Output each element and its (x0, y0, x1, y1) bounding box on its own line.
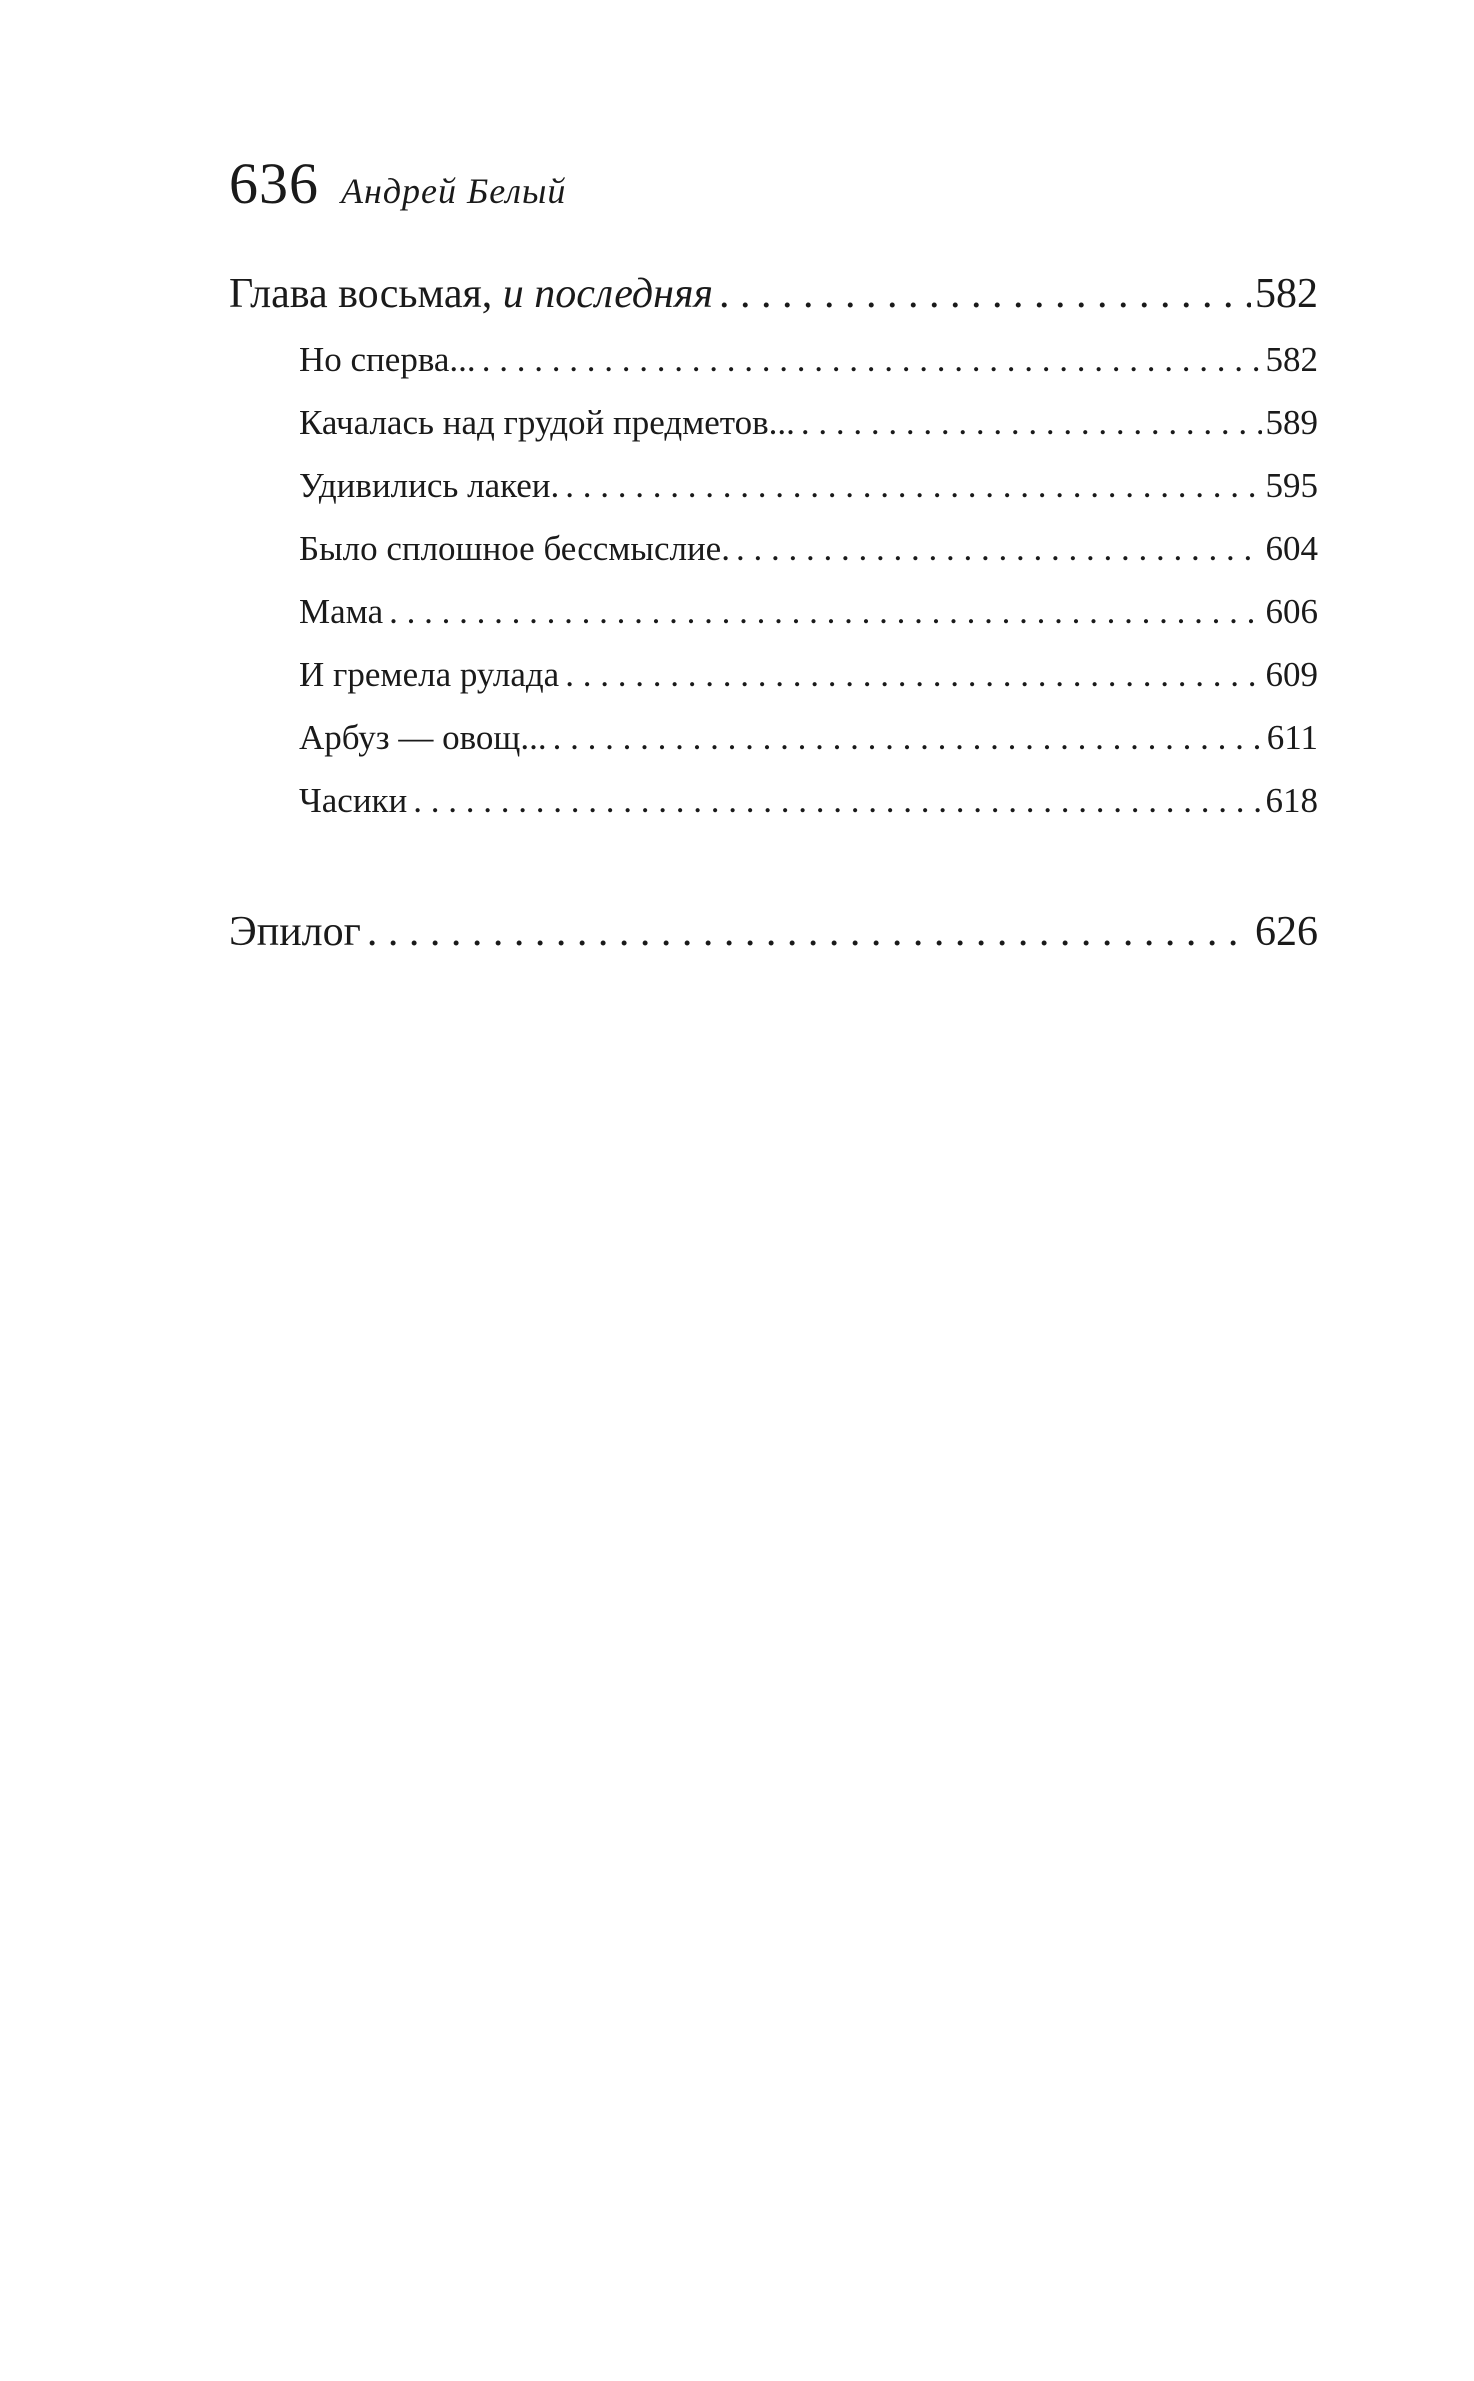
toc-section-title: Часики (299, 781, 408, 820)
page-number: 636 (229, 151, 319, 216)
toc-section-page: 611 (1266, 718, 1318, 757)
toc-section-title: Удивились лакеи. (299, 466, 560, 505)
running-head (229, 151, 567, 216)
toc-section-page: 589 (1265, 403, 1318, 442)
toc-section-title: И гремела рулада (299, 655, 560, 694)
toc-section-entry (229, 529, 1318, 569)
toc-section-entry (229, 655, 1318, 695)
toc-section-title: Арбуз — овощ... (299, 718, 547, 757)
dot-leader (736, 529, 1262, 569)
toc-epilogue-entry (229, 908, 1318, 956)
toc-chapter-page: 582 (1255, 271, 1318, 317)
toc-section-page: 582 (1265, 340, 1318, 379)
toc-section-entry (229, 718, 1318, 758)
toc-section-entry (229, 781, 1318, 821)
toc-chapter-title (229, 270, 719, 318)
toc-section-title: Но сперва... (299, 340, 476, 379)
toc-epilogue-title: Эпилог (229, 909, 361, 955)
toc-section-title: Качалась над грудой предметов... (299, 403, 795, 442)
toc-section-page: 604 (1265, 529, 1318, 568)
dot-leader (553, 718, 1263, 758)
dot-leader (413, 781, 1261, 821)
dot-leader (565, 466, 1261, 506)
toc-section-entry (229, 340, 1318, 380)
toc-section-entry (229, 592, 1318, 632)
toc-chapter-title-regular: Глава восьмая, (229, 271, 503, 317)
toc-epilogue-page: 626 (1255, 909, 1318, 955)
toc-section-page: 618 (1265, 781, 1318, 820)
dot-leader (801, 403, 1262, 443)
toc-chapter-title-italic: и последняя (502, 271, 714, 317)
toc-section-title: Мама (299, 592, 384, 631)
toc-section-page: 606 (1265, 592, 1318, 631)
running-head-author: Андрей Белый (341, 171, 567, 211)
toc-section-entry (229, 466, 1318, 506)
toc-section-entry (229, 403, 1318, 443)
toc-section-title: Было сплошное бессмыслие. (299, 529, 730, 568)
dot-leader (565, 655, 1261, 695)
toc-section-page: 609 (1265, 655, 1318, 694)
dot-leader (367, 908, 1251, 956)
toc-chapter-entry (229, 270, 1318, 318)
dot-leader (389, 592, 1261, 632)
toc-section-page: 595 (1265, 466, 1318, 505)
dot-leader (719, 270, 1251, 318)
dot-leader (482, 340, 1262, 380)
